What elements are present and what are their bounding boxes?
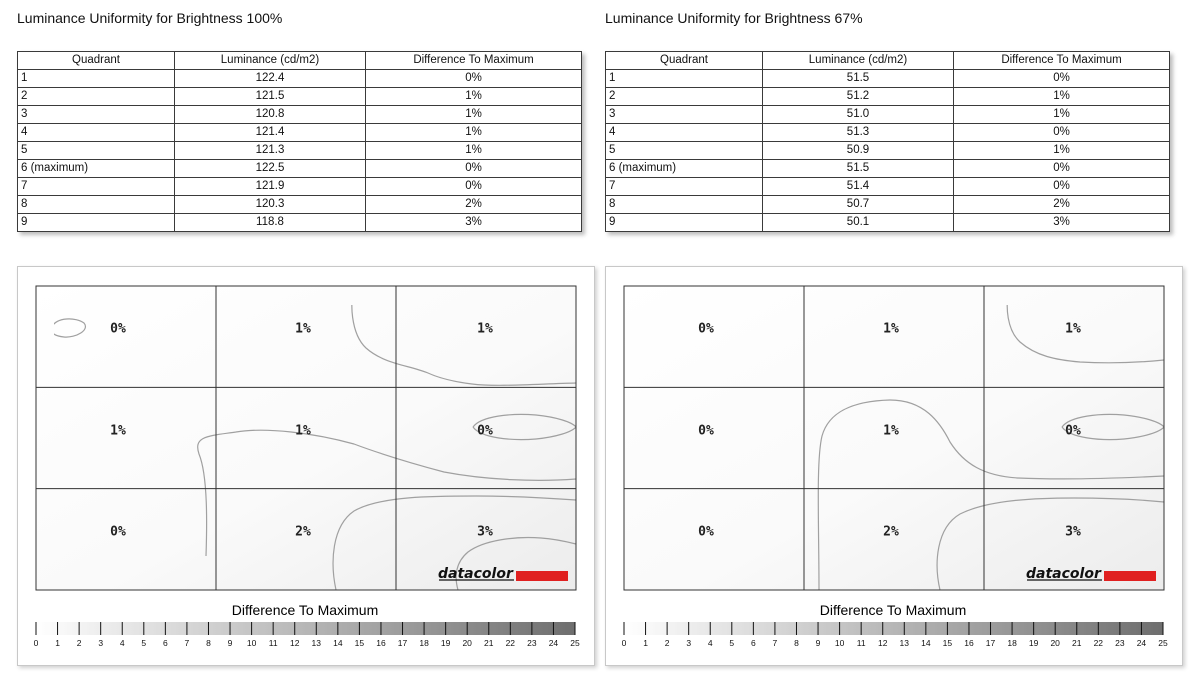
scale-tick-label: 22 [505, 638, 516, 648]
cell-difference: 2% [366, 196, 582, 214]
scale-tick-label: 24 [1136, 638, 1147, 648]
scale-gradient-bar [36, 622, 575, 635]
datacolor-logo-text: datacolor [438, 566, 513, 582]
table-row [18, 160, 582, 178]
cell-quadrant: 1 [606, 70, 763, 88]
cell-quadrant: 6 (maximum) [18, 160, 175, 178]
scale-tick-label: 7 [772, 638, 778, 648]
cell-quadrant: 8 [606, 196, 763, 214]
cell-quadrant: 7 [18, 178, 175, 196]
cell-quadrant: 1 [18, 70, 175, 88]
cell-luminance: 51.2 [763, 88, 954, 106]
scale-tick-label: 6 [162, 638, 168, 648]
datacolor-logo-bar [1104, 571, 1156, 581]
scale-tick-label: 5 [729, 638, 735, 648]
table-row [18, 124, 582, 142]
datacolor-logo-text: datacolor [1026, 566, 1101, 582]
scale-tick-label: 10 [246, 638, 257, 648]
table-row [606, 124, 1170, 142]
cell-luminance: 120.8 [175, 106, 366, 124]
cell-quadrant: 5 [606, 142, 763, 160]
scale-tick-label: 21 [1072, 638, 1082, 648]
scale-tick-label: 19 [440, 638, 451, 648]
cell-difference: 0% [954, 160, 1170, 178]
cell-difference: 0% [366, 160, 582, 178]
grid-cell-label: 3% [1065, 524, 1081, 540]
scale-title: Difference To Maximum [819, 602, 967, 618]
scale-tick-label: 24 [548, 638, 559, 648]
scale-gradient-bar [624, 622, 1163, 635]
table-row [606, 178, 1170, 196]
grid-cell-label: 2% [883, 524, 899, 540]
table-header-row [606, 52, 1170, 70]
scale-tick-label: 8 [206, 638, 211, 648]
cell-difference: 1% [954, 88, 1170, 106]
scale-title: Difference To Maximum [231, 602, 379, 618]
column-header-quadrant: Quadrant [18, 52, 175, 70]
cell-luminance: 50.9 [763, 142, 954, 160]
scale-tick-label: 14 [921, 638, 931, 648]
cell-quadrant: 5 [18, 142, 175, 160]
scale-tick-label: 2 [664, 638, 670, 648]
scale-tick-label: 5 [141, 638, 147, 648]
scale-tick-label: 3 [686, 638, 692, 648]
scale-tick-label: 17 [397, 638, 408, 648]
cell-difference: 3% [954, 214, 1170, 232]
grid-cell-label: 0% [698, 524, 714, 540]
scale-tick-label: 12 [877, 638, 888, 648]
uniformity-heatmap [605, 266, 1183, 666]
scale-tick-label: 15 [942, 638, 953, 648]
grid-cell-label: 3% [477, 524, 493, 540]
scale-tick-label: 25 [1158, 638, 1168, 648]
cell-difference: 0% [366, 70, 582, 88]
uniformity-table [605, 51, 1170, 232]
cell-difference: 1% [366, 124, 582, 142]
scale-tick-label: 20 [1050, 638, 1060, 648]
cell-luminance: 122.5 [175, 160, 366, 178]
grid-cell-label: 1% [295, 321, 311, 337]
cell-difference: 1% [954, 142, 1170, 160]
grid-cell-label: 0% [110, 524, 126, 540]
cell-difference: 3% [366, 214, 582, 232]
cell-difference: 0% [366, 178, 582, 196]
cell-luminance: 121.9 [175, 178, 366, 196]
cell-quadrant: 4 [18, 124, 175, 142]
table-row [18, 178, 582, 196]
cell-luminance: 122.4 [175, 70, 366, 88]
table-row [606, 214, 1170, 232]
scale-tick-label: 13 [311, 638, 322, 648]
column-header-difference: Difference To Maximum [954, 52, 1170, 70]
cell-difference: 1% [366, 106, 582, 124]
cell-difference: 0% [954, 124, 1170, 142]
table-body [606, 70, 1170, 232]
grid-cell-label: 0% [698, 423, 714, 439]
cell-quadrant: 3 [606, 106, 763, 124]
cell-quadrant: 2 [18, 88, 175, 106]
panel-brightness-67 [605, 0, 1181, 675]
cell-difference: 2% [954, 196, 1170, 214]
scale-tick-label: 1 [55, 638, 60, 648]
scale-tick-label: 19 [1028, 638, 1039, 648]
cell-difference: 1% [366, 88, 582, 106]
scale-tick-label: 15 [354, 638, 365, 648]
cell-difference: 1% [954, 106, 1170, 124]
scale-tick-label: 4 [119, 638, 125, 648]
table-row [18, 142, 582, 160]
scale-tick-label: 18 [419, 638, 429, 648]
scale-tick-label: 7 [184, 638, 190, 648]
cell-luminance: 120.3 [175, 196, 366, 214]
cell-luminance: 51.3 [763, 124, 954, 142]
scale-tick-label: 23 [527, 638, 537, 648]
scale-tick-label: 0 [33, 638, 39, 648]
table-row [18, 70, 582, 88]
column-header-luminance: Luminance (cd/m2) [763, 52, 954, 70]
table-body [18, 70, 582, 232]
scale-tick-label: 14 [333, 638, 343, 648]
cell-luminance: 121.3 [175, 142, 366, 160]
cell-quadrant: 7 [606, 178, 763, 196]
cell-quadrant: 6 (maximum) [606, 160, 763, 178]
column-header-quadrant: Quadrant [606, 52, 763, 70]
cell-quadrant: 8 [18, 196, 175, 214]
scale-tick-label: 6 [750, 638, 756, 648]
grid-cell-label: 0% [477, 423, 493, 439]
grid-cell-label: 1% [883, 423, 899, 439]
table-row [606, 142, 1170, 160]
table-row [606, 196, 1170, 214]
grid-cell-label: 1% [477, 321, 493, 337]
table-header-row [18, 52, 582, 70]
heatmap-svg [18, 267, 594, 665]
cell-quadrant: 4 [606, 124, 763, 142]
scale-tick-label: 18 [1007, 638, 1017, 648]
scale-tick-label: 4 [707, 638, 713, 648]
scale-tick-label: 3 [98, 638, 104, 648]
cell-luminance: 51.5 [763, 160, 954, 178]
column-header-luminance: Luminance (cd/m2) [175, 52, 366, 70]
cell-luminance: 50.7 [763, 196, 954, 214]
table-row [606, 106, 1170, 124]
scale-tick-label: 11 [856, 638, 866, 648]
scale-tick-label: 22 [1093, 638, 1104, 648]
grid-cell-label: 1% [295, 423, 311, 439]
scale-tick-label: 0 [621, 638, 627, 648]
scale-tick-label: 17 [985, 638, 996, 648]
cell-difference: 0% [954, 70, 1170, 88]
scale-tick-label: 9 [815, 638, 821, 648]
cell-luminance: 50.1 [763, 214, 954, 232]
scale-tick-label: 12 [289, 638, 300, 648]
cell-quadrant: 2 [606, 88, 763, 106]
cell-luminance: 51.4 [763, 178, 954, 196]
grid-cell-label: 0% [110, 321, 126, 337]
cell-quadrant: 3 [18, 106, 175, 124]
scale-tick-label: 13 [899, 638, 910, 648]
table-row [18, 106, 582, 124]
scale-tick-label: 8 [794, 638, 799, 648]
panel-title: Luminance Uniformity for Brightness 100% [17, 10, 283, 26]
heatmap-svg [606, 267, 1182, 665]
scale-tick-label: 16 [964, 638, 974, 648]
grid-cell-label: 0% [1065, 423, 1081, 439]
grid-cell-label: 1% [1065, 321, 1081, 337]
cell-luminance: 118.8 [175, 214, 366, 232]
cell-luminance: 51.5 [763, 70, 954, 88]
table-row [606, 88, 1170, 106]
table-row [18, 196, 582, 214]
grid-cell-label: 0% [698, 321, 714, 337]
table-row [606, 70, 1170, 88]
scale-tick-label: 11 [268, 638, 278, 648]
scale-tick-label: 9 [227, 638, 233, 648]
datacolor-logo-bar [516, 571, 568, 581]
cell-difference: 1% [366, 142, 582, 160]
grid-cell-label: 1% [883, 321, 899, 337]
table-row [18, 88, 582, 106]
uniformity-table [17, 51, 582, 232]
column-header-difference: Difference To Maximum [366, 52, 582, 70]
cell-luminance: 51.0 [763, 106, 954, 124]
scale-tick-label: 25 [570, 638, 580, 648]
cell-luminance: 121.4 [175, 124, 366, 142]
uniformity-heatmap [17, 266, 595, 666]
scale-tick-label: 1 [643, 638, 648, 648]
scale-tick-label: 20 [462, 638, 472, 648]
scale-tick-label: 2 [76, 638, 82, 648]
cell-difference: 0% [954, 178, 1170, 196]
cell-quadrant: 9 [606, 214, 763, 232]
table-row [606, 160, 1170, 178]
scale-tick-label: 21 [484, 638, 494, 648]
grid-cell-label: 2% [295, 524, 311, 540]
cell-quadrant: 9 [18, 214, 175, 232]
scale-tick-label: 23 [1115, 638, 1125, 648]
panel-brightness-100 [17, 0, 593, 675]
grid-cell-label: 1% [110, 423, 126, 439]
table-row [18, 214, 582, 232]
cell-luminance: 121.5 [175, 88, 366, 106]
panel-title: Luminance Uniformity for Brightness 67% [605, 10, 863, 26]
scale-tick-label: 16 [376, 638, 386, 648]
scale-tick-label: 10 [834, 638, 845, 648]
